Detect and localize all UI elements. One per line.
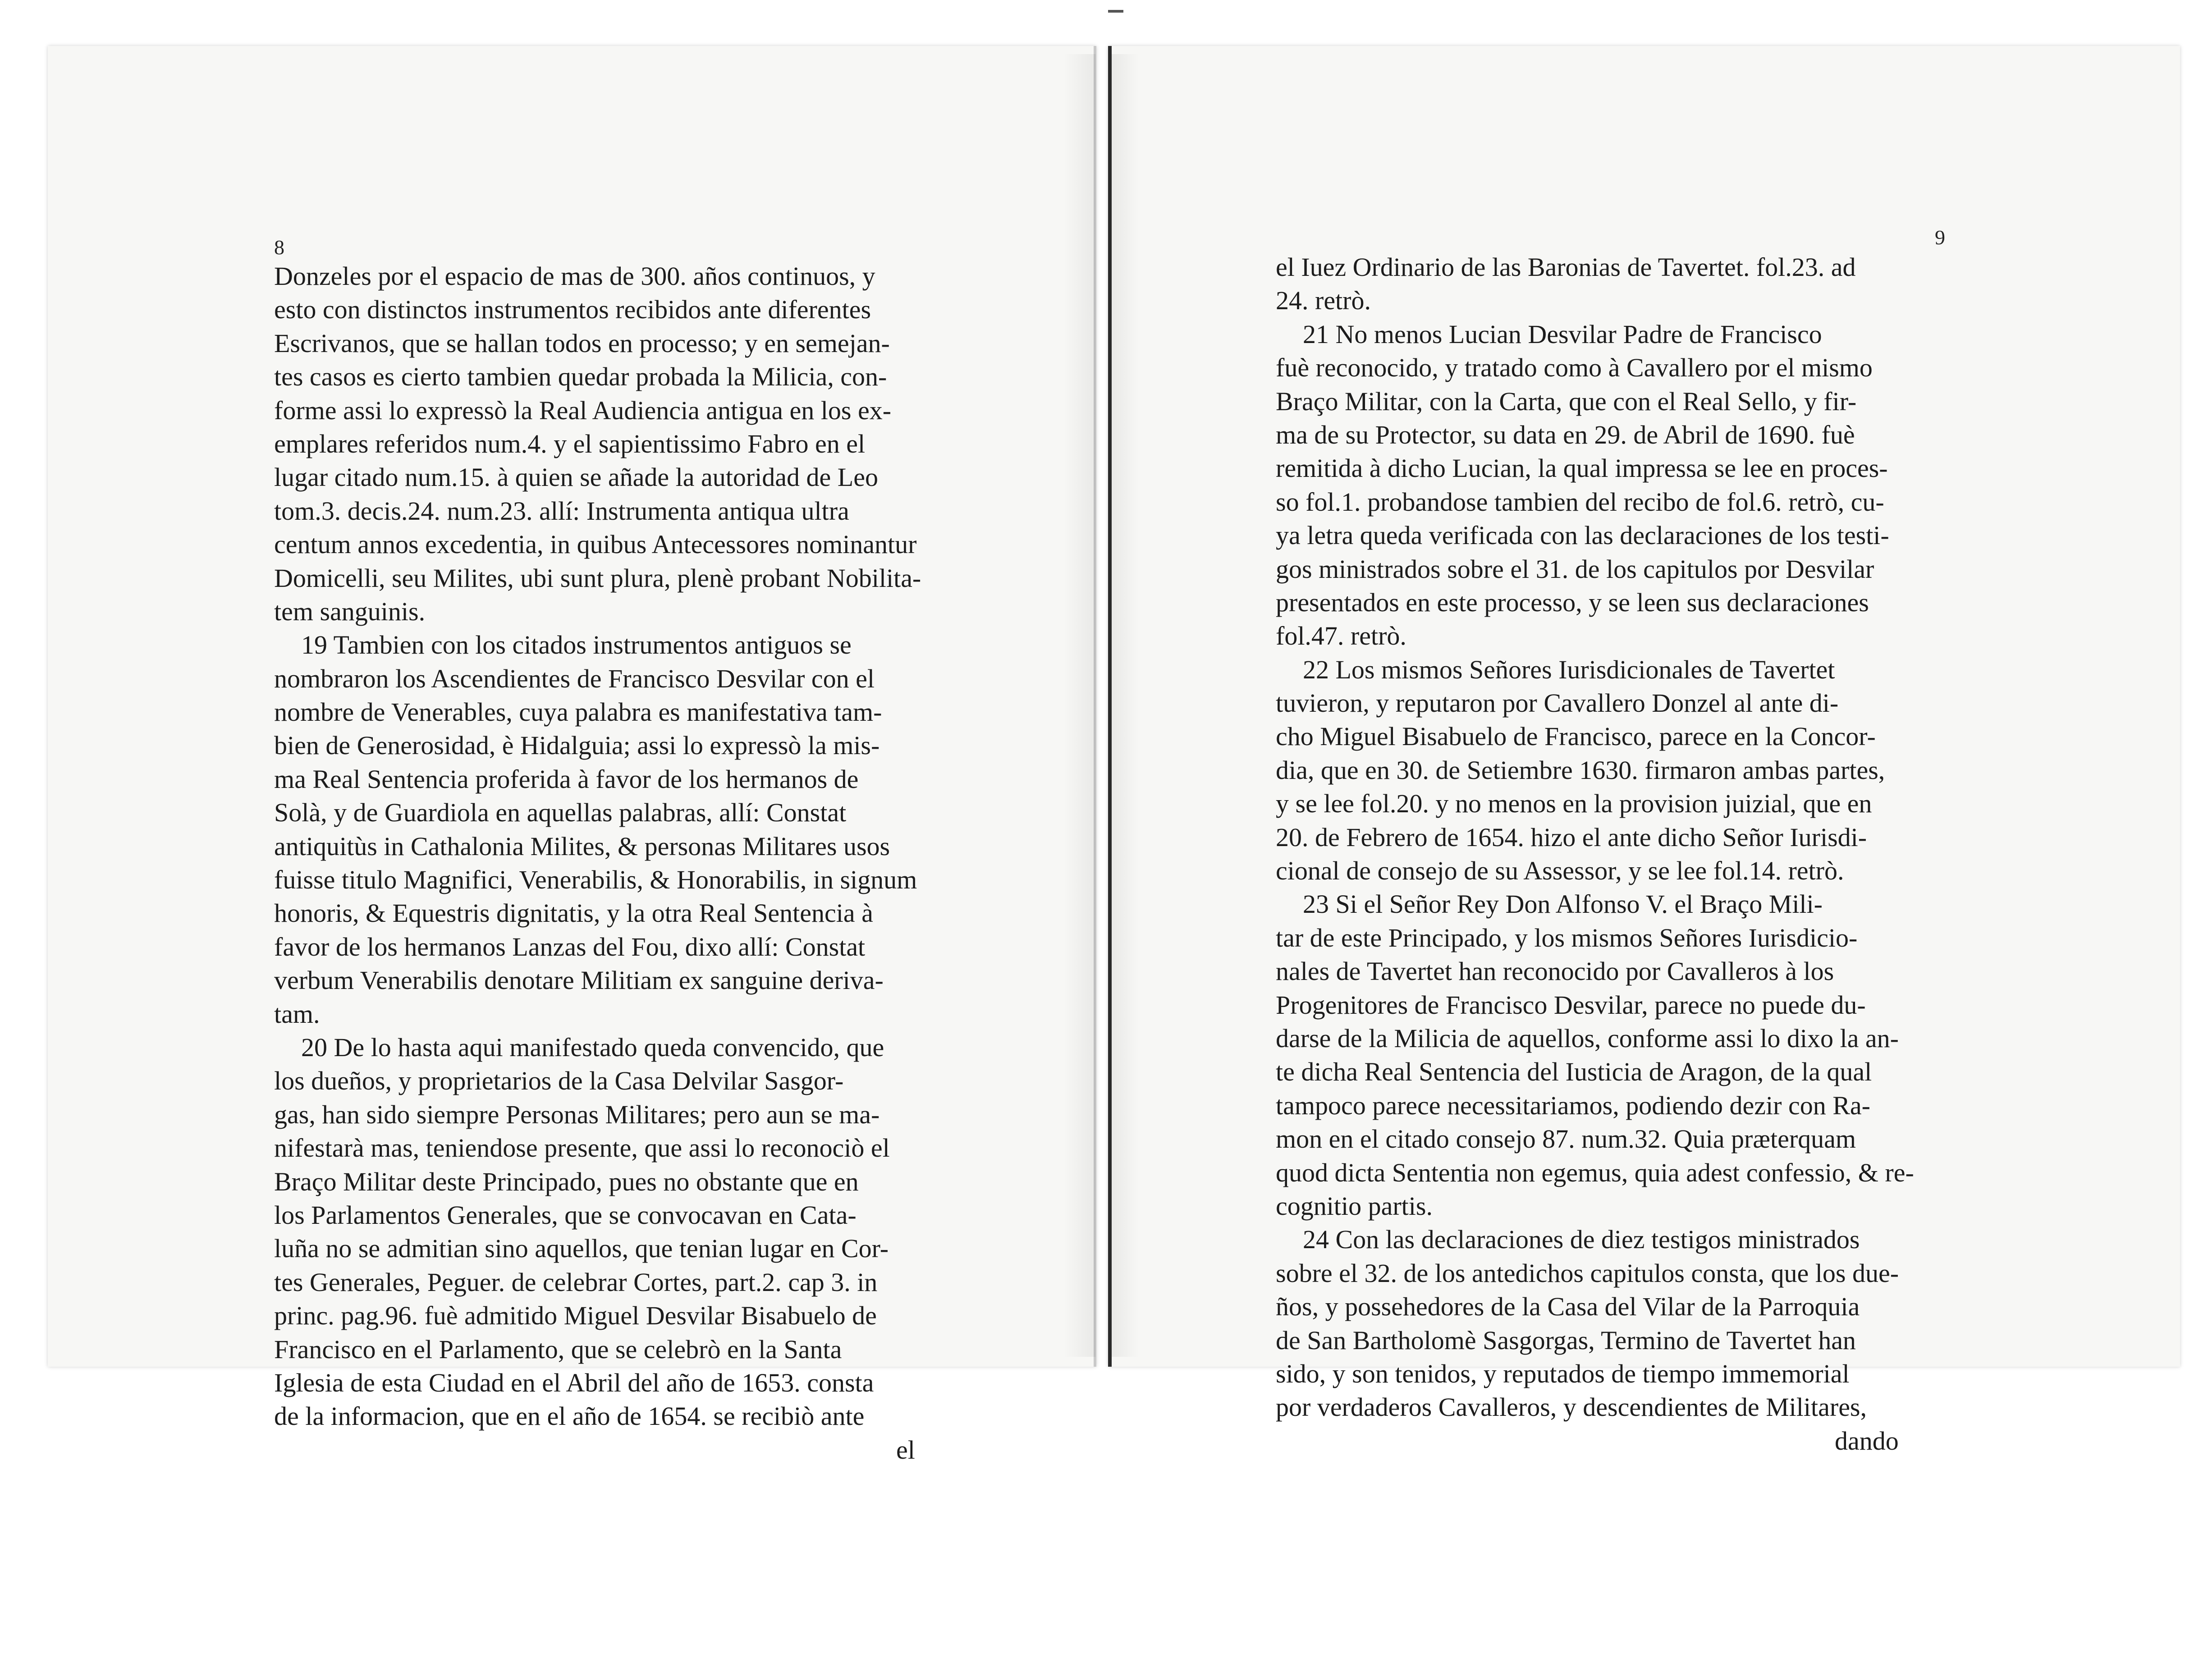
text-line: tem sanguinis. — [274, 596, 426, 626]
text-line: 23 Si el Señor Rey Don Alfonso V. el Braço Mili- — [1303, 889, 1823, 919]
text-line: mon en el citado consejo 87. num.32. Quia præterquam — [1276, 1124, 1856, 1154]
text-line: princ. pag.96. fuè admitido Miguel Desvilar Bisabuelo de — [274, 1301, 877, 1331]
text-line: esto con distinctos instrumentos recibidos ante diferentes — [274, 295, 871, 325]
text-line: cho Miguel Bisabuelo de Francisco, parece en la Concor- — [1276, 722, 1876, 751]
text-line: tampoco parece necessitariamos, podiendo dezir con Ra- — [1276, 1090, 1870, 1120]
text-line: 24 Con las declaraciones de diez testigos ministrados — [1303, 1225, 1860, 1254]
text-line: 22 Los mismos Señores Iurisdicionales de Tavertet — [1303, 655, 1835, 684]
text-line: tuvieron, y reputaron por Cavallero Donzel al ante di- — [1276, 688, 1839, 718]
text-line: te dicha Real Sentencia del Iusticia de Aragon, de la qual — [1276, 1057, 1872, 1087]
text-line: 20 De lo hasta aqui manifestado queda convencido, que — [301, 1032, 884, 1062]
text-line: favor de los hermanos Lanzas del Fou, dixo allí: Constat — [274, 932, 866, 961]
text-line: presentados en este processo, y se leen sus declaraciones — [1276, 587, 1869, 617]
text-line: gas, han sido siempre Personas Militares; pero aun se ma- — [274, 1099, 880, 1129]
text-line: por verdaderos Cavalleros, y descendientes de Militares, — [1276, 1392, 1867, 1422]
text-line: los Parlamentos Generales, que se convocavan en Cata- — [274, 1200, 857, 1230]
text-line: so fol.1. probandose tambien del recibo de fol.6. retrò, cu- — [1276, 487, 1884, 517]
gutter-shadow-left — [1064, 54, 1095, 1357]
text-line: honoris, & Equestris dignitatis, y la otra Real Sentencia à — [274, 898, 873, 928]
text-line: tom.3. decis.24. num.23. allí: Instrumenta antiqua ultra — [274, 496, 849, 526]
text-line: Braço Militar, con la Carta, que con el Real Sello, y fir- — [1276, 386, 1857, 416]
text-line: antiquitùs in Cathalonia Milites, & personas Militares usos — [274, 831, 890, 861]
text-line: ma de su Protector, su data en 29. de Abril de 1690. fuè — [1276, 420, 1855, 449]
text-line: de la informacion, que en el año de 1654. se recibiò ante — [274, 1401, 865, 1431]
text-line: Francisco en el Parlamento, que se celebrò en la Santa — [274, 1334, 842, 1364]
text-line: forme assi lo expressò la Real Audiencia antigua en los ex- — [274, 395, 892, 425]
text-line: ma Real Sentencia proferida à favor de los hermanos de — [274, 764, 859, 794]
text-line: Iglesia de esta Ciudad en el Abril del año de 1653. consta — [274, 1368, 874, 1397]
gutter-shadow-right — [1112, 54, 1139, 1357]
text-line: el — [896, 1435, 915, 1465]
text-line: Escrivanos, que se hallan todos en processo; y en semejan- — [274, 328, 890, 358]
text-line: sobre el 32. de los antedichos capitulos consta, que los due- — [1276, 1258, 1899, 1288]
text-line: remitida à dicho Lucian, la qual impressa se lee en proces- — [1276, 453, 1888, 483]
text-line: fuisse titulo Magnifici, Venerabilis, & Honorabilis, in signum — [274, 865, 917, 895]
text-line: luña no se admitian sino aquellos, que tenian lugar en Cor- — [274, 1234, 889, 1263]
text-line: 21 No menos Lucian Desvilar Padre de Francisco — [1303, 319, 1822, 349]
text-line: Donzeles por el espacio de mas de 300. años continuos, y — [274, 261, 875, 291]
text-line: bien de Generosidad, è Hidalguia; assi lo expressò la mis- — [274, 731, 880, 760]
left-page-text — [274, 260, 941, 1467]
text-line: quod dicta Sententia non egemus, quia adest confessio, & re- — [1276, 1158, 1914, 1187]
text-line: dando — [1835, 1426, 1899, 1456]
text-line: tes casos es cierto tambien quedar probada la Milicia, con- — [274, 362, 887, 392]
right-page-text — [1276, 251, 1952, 1458]
text-line: Solà, y de Guardiola en aquellas palabras, allí: Constat — [274, 798, 847, 828]
text-line: centum annos excedentia, in quibus Antecessores nominantur — [274, 530, 917, 559]
text-line: 20. de Febrero de 1654. hizo el ante dicho Señor Iurisdi- — [1276, 822, 1867, 852]
page-number-right: 9 — [1935, 226, 1945, 249]
text-line: 24. retrò. — [1276, 286, 1371, 316]
text-line: emplares referidos num.4. y el sapientissimo Fabro en el — [274, 429, 866, 458]
text-line: lugar citado num.15. à quien se añade la autoridad de Leo — [274, 462, 878, 492]
text-line: Domicelli, seu Milites, ubi sunt plura, plenè probant Nobilita- — [274, 563, 921, 593]
text-line: cognitio partis. — [1276, 1191, 1433, 1221]
page-number-left: 8 — [274, 236, 284, 259]
text-line: el Iuez Ordinario de las Baronias de Tavertet. fol.23. ad — [1276, 252, 1856, 282]
text-line: 19 Tambien con los citados instrumentos antiguos se — [301, 630, 852, 660]
text-line: ños, y possehedores de la Casa del Vilar de la Parroquia — [1276, 1292, 1860, 1322]
text-line: tar de este Principado, y los mismos Señores Iurisdicio- — [1276, 923, 1858, 952]
text-line: y se lee fol.20. y no menos en la provision juizial, que en — [1276, 789, 1872, 819]
text-line: verbum Venerabilis denotare Militiam ex sanguine deriva- — [274, 966, 884, 995]
text-line: dia, que en 30. de Setiembre 1630. firmaron ambas partes, — [1276, 755, 1885, 785]
text-line: nifestarà mas, teniendose presente, que assi lo reconociò el — [274, 1133, 890, 1163]
text-line: Braço Militar deste Principado, pues no obstante que en — [274, 1167, 859, 1196]
text-line: nombraron los Ascendientes de Francisco Desvilar con el — [274, 664, 875, 693]
text-line: nales de Tavertet han reconocido por Cavalleros à los — [1276, 957, 1834, 986]
text-line: ya letra queda verificada con las declaraciones de los testi- — [1276, 521, 1889, 550]
text-line: Progenitores de Francisco Desvilar, parece no puede du- — [1276, 990, 1866, 1020]
text-line: nombre de Venerables, cuya palabra es manifestativa tam- — [274, 697, 882, 727]
text-line: fuè reconocido, y tratado como à Cavallero por el mismo — [1276, 353, 1873, 383]
text-line: tes Generales, Peguer. de celebrar Cortes, part.2. cap 3. in — [274, 1267, 878, 1297]
text-line: los dueños, y proprietarios de la Casa Delvilar Sasgor- — [274, 1066, 844, 1096]
text-line: sido, y son tenidos, y reputados de tiempo immemorial — [1276, 1359, 1850, 1388]
text-line: gos ministrados sobre el 31. de los capitulos por Desvilar — [1276, 554, 1874, 584]
text-line: tam. — [274, 999, 320, 1029]
text-line: de San Bartholomè Sasgorgas, Termino de Tavertet han — [1276, 1325, 1856, 1355]
text-line: cional de consejo de su Assessor, y se lee fol.14. retrò. — [1276, 856, 1844, 886]
top-mark — [1108, 10, 1123, 13]
text-line: darse de la Milicia de aquellos, conforme assi lo dixo la an- — [1276, 1023, 1899, 1053]
text-line: fol.47. retrò. — [1276, 621, 1406, 651]
